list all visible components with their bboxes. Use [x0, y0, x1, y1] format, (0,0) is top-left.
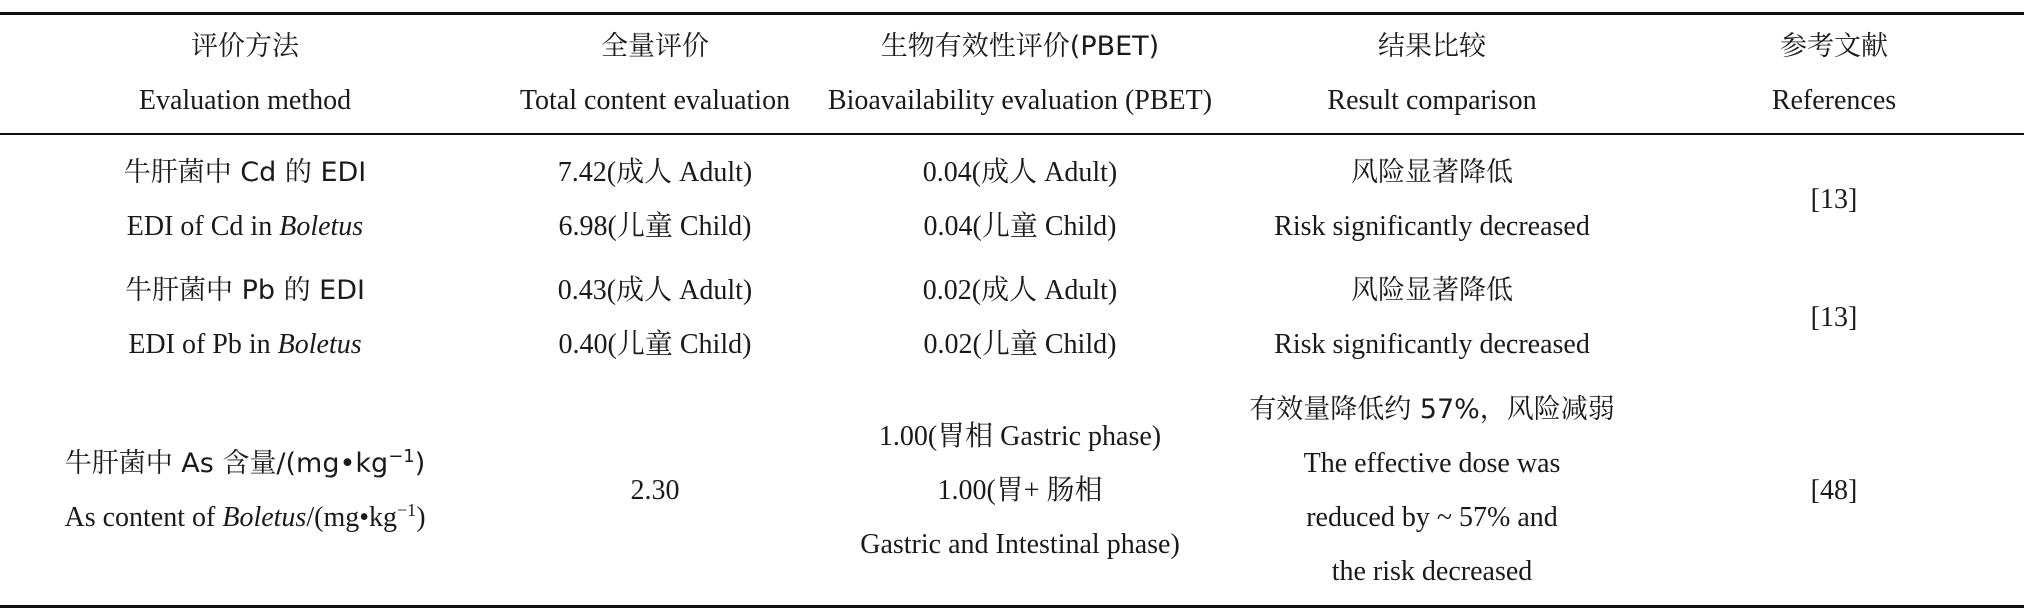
cell-pbet: 1.00(胃相 Gastric phase) 1.00(胃+ 肠相 Gastric and Intestinal phase) — [860, 421, 1180, 560]
cell-method: 牛肝菌中 As 含量$/(mg•kg^{-1})$ As content of Boletus/$(mg•kg^{-1})$ — [64, 446, 426, 533]
table-header — [0, 14, 2024, 135]
cell-reference: [48] — [1810, 475, 1858, 506]
comparison-table — [0, 12, 2024, 608]
header-result-comparison: 结果比较 Result comparison — [1327, 31, 1537, 116]
header-row — [0, 14, 2024, 135]
table-body — [0, 134, 2024, 607]
cell-result: 风险显著降低 Risk significantly decreased — [1274, 275, 1590, 360]
table-row — [0, 134, 2024, 259]
cell-pbet: 0.04(成人 Adult) 0.04(儿童 Child) — [922, 157, 1118, 242]
cell-total: 2.30 — [630, 475, 680, 506]
header-total-content: 全量评价 Total content evaluation — [519, 31, 791, 116]
header-references: 参考文献 References — [1771, 31, 1897, 116]
cell-result: 有效量降低约 57%，风险减弱 The effective dose was reduced by ~ 57% and the risk decreased — [1249, 394, 1615, 587]
cell-reference: [13] — [1810, 184, 1858, 215]
cell-total: 0.43(成人 Adult) 0.40(儿童 Child) — [557, 275, 753, 360]
cell-reference: [13] — [1810, 302, 1858, 333]
cell-method: 牛肝菌中 Pb 的 EDI EDI of Pb in Boletus — [125, 275, 365, 360]
header-bioavailability: 生物有效性评价(PBET) Bioavailability evaluation (PBET) — [827, 31, 1213, 116]
table-row — [0, 377, 2024, 607]
cell-method: 牛肝菌中 Cd 的 EDI EDI of Cd in Boletus — [123, 157, 367, 242]
cell-total: 7.42(成人 Adult) 6.98(儿童 Child) — [557, 157, 753, 242]
cell-pbet: 0.02(成人 Adult) 0.02(儿童 Child) — [922, 275, 1118, 360]
table-row — [0, 259, 2024, 377]
cell-result: 风险显著降低 Risk significantly decreased — [1274, 157, 1590, 242]
header-evaluation-method: 评价方法 Evaluation method — [138, 31, 352, 116]
